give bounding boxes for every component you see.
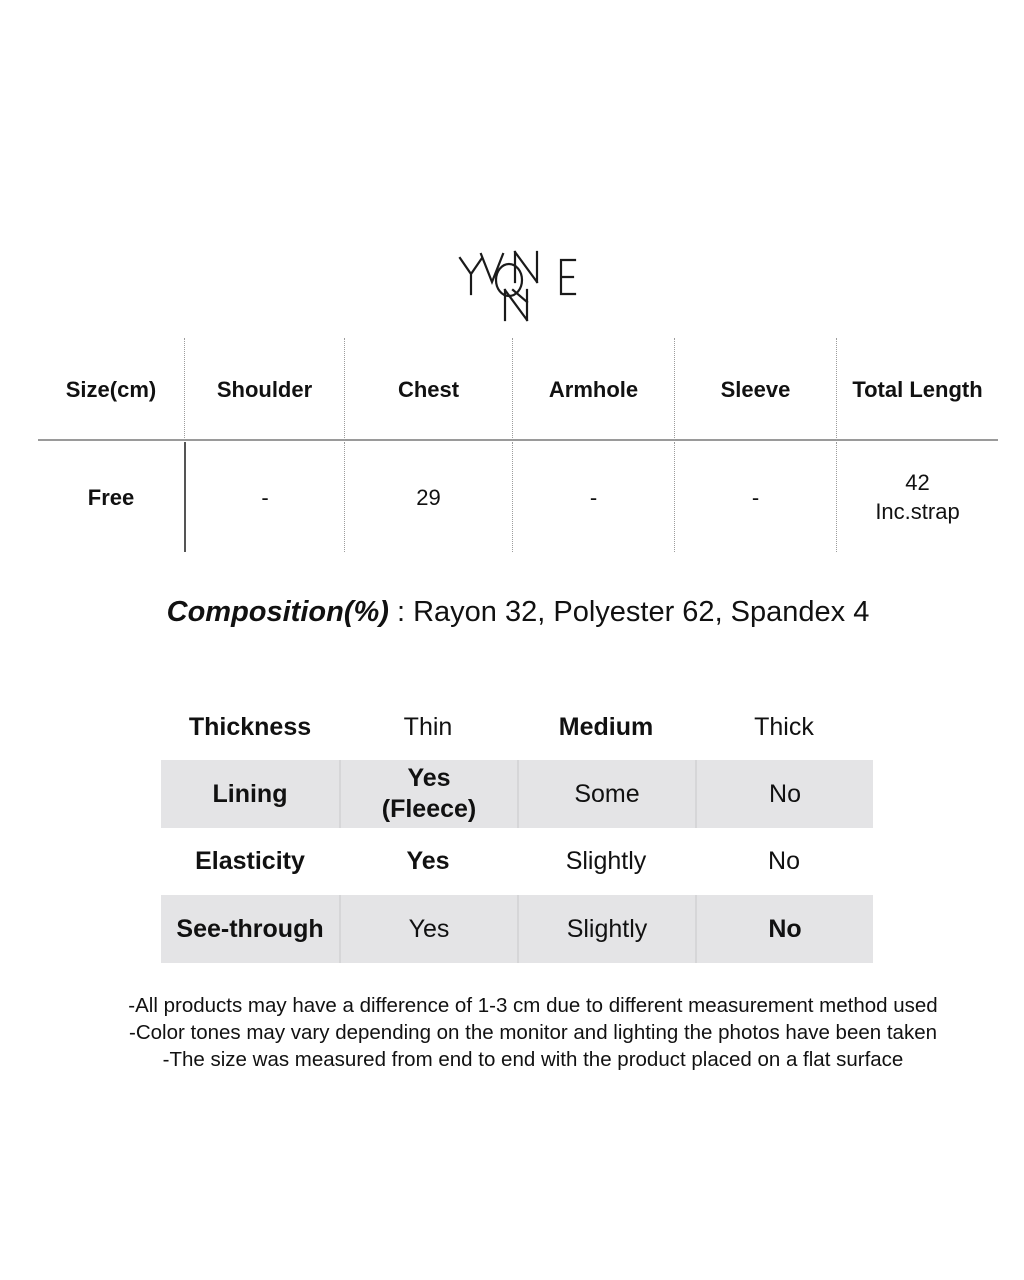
header-shoulder: Shoulder <box>184 338 344 440</box>
attribute-option-selected: Yes <box>406 847 450 875</box>
attribute-option: No <box>768 847 800 875</box>
attribute-option: Yes <box>339 895 517 963</box>
total-length-value: 42 <box>905 470 930 495</box>
attribute-label: Thickness <box>188 712 312 741</box>
header-divider <box>38 439 998 441</box>
note-measurement: -All products may have a difference of 1-3 cm due to different measurement method used <box>128 994 938 1017</box>
header-size: Size(cm) <box>65 376 157 402</box>
size-table <box>38 338 998 552</box>
attribute-option: Slightly <box>565 847 647 875</box>
attribute-row-see-through <box>161 895 875 963</box>
note-flat-surface: -The size was measured from end to end with the product placed on a flat surface <box>162 1048 904 1071</box>
yvonne-monogram-logo-icon <box>457 244 581 324</box>
attribute-option: Some <box>517 760 695 828</box>
attribute-option: Slightly <box>517 895 695 963</box>
header-total-length: Total Length <box>836 338 998 440</box>
composition-separator: : <box>388 596 414 628</box>
header-armhole: Armhole <box>512 338 674 440</box>
attribute-label: Elasticity <box>195 847 305 875</box>
attribute-option: Thick <box>754 712 814 741</box>
notes <box>0 992 1024 1073</box>
cell-chest: 29 <box>344 442 512 552</box>
attribute-row-lining <box>161 760 875 828</box>
composition <box>0 592 1024 632</box>
fabric-attribute-table <box>161 694 875 963</box>
attribute-row-thickness <box>161 694 875 760</box>
attribute-option: Thin <box>403 712 453 741</box>
cell-shoulder: - <box>184 442 344 552</box>
attribute-option-selected: Yes (Fleece) <box>339 760 517 828</box>
total-length-note: Inc.strap <box>875 499 960 524</box>
attribute-row-elasticity <box>161 828 875 895</box>
composition-value: Rayon 32, Polyester 62, Spandex 4 <box>413 596 870 628</box>
composition-label: Composition(%) <box>166 596 389 628</box>
cell-size: Free <box>87 484 135 510</box>
table-row <box>38 442 998 552</box>
attribute-option: No <box>695 760 873 828</box>
attribute-label: Lining <box>161 760 339 828</box>
note-color: -Color tones may vary depending on the monitor and lighting the photos have been taken <box>129 1021 937 1044</box>
cell-sleeve: - <box>674 442 836 552</box>
header-sleeve: Sleeve <box>674 338 836 440</box>
attribute-label: See-through <box>161 895 339 963</box>
attribute-option-selected: Medium <box>558 712 654 741</box>
size-table-header-row <box>38 338 998 440</box>
cell-total-length <box>836 442 998 552</box>
cell-armhole: - <box>512 442 674 552</box>
brand-logo <box>457 244 581 324</box>
header-chest: Chest <box>344 338 512 440</box>
attribute-option-selected: No <box>695 895 873 963</box>
